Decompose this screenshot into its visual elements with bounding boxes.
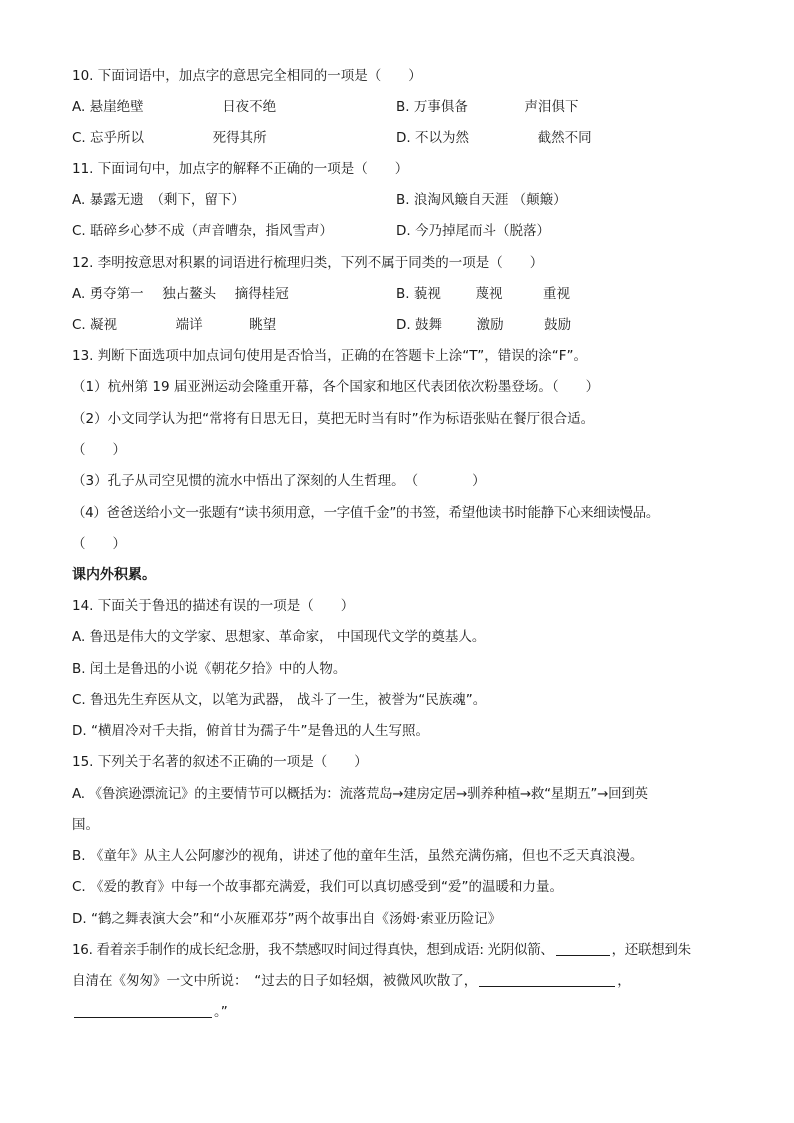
- q10-option-a-word1: A. 悬崖绝壁: [72, 99, 144, 115]
- q14-option-d: D. “横眉冷对千夫指，俯首甘为孺子牛”是鲁迅的人生写照。: [72, 723, 429, 739]
- q10-option-d-word2: 截然不同: [537, 130, 592, 146]
- q12-option-b-word3: 重视: [543, 286, 571, 302]
- q11-options-cd: [72, 221, 726, 241]
- q10-option-c-word1: C. 忘乎所以: [72, 130, 145, 146]
- q16-line-2: [72, 971, 726, 991]
- q16-text-1: 16. 看着亲手制作的成长纪念册，我不禁感叹时间过得真快，想到成语: 光阴似箭、: [72, 942, 554, 958]
- q16-text-2: ，还联想到朱: [611, 942, 691, 958]
- q11-option-c: C. 聒碎乡心梦不成（声音嘈杂，指风雪声）: [72, 223, 334, 239]
- q12-option-d-word1: D. 鼓舞: [396, 317, 442, 333]
- q13-item-4: （4）爸爸送给小文一张题有“读书须用意，一字值千金”的书签，希望他读书时能静下心来细读慢品。: [72, 505, 659, 521]
- section-heading: 课内外积累。: [72, 567, 156, 583]
- q15-option-a-continued: 国。: [72, 817, 99, 833]
- q10-option-b-word2: 声泪俱下: [524, 99, 579, 115]
- q15-option-b: B. 《童年》从主人公阿廖沙的视角，讲述了他的童年生活，虽然充满伤痛，但也不乏天真浪漫。: [72, 848, 644, 864]
- q11-option-d: D. 今乃掉尾而斗（脱落）: [396, 223, 550, 239]
- q12-option-b-word1: B. 藐视: [396, 286, 441, 302]
- q16-text-4: ，: [617, 973, 631, 989]
- q10-options-cd: [72, 128, 726, 148]
- q12-option-c-word2: 端详: [175, 317, 203, 333]
- q11-options-ab: [72, 190, 726, 210]
- q10-options-ab: [72, 97, 726, 117]
- q13-stem: 13. 判断下面选项中加点词句使用是否恰当，正确的在答题卡上涂“T”，错误的涂“F”。: [72, 348, 587, 364]
- q16-text-3: 自清在《匆匆》一文中所说： “过去的日子如轻烟，被微风吹散了，: [72, 973, 478, 989]
- q16-text-5: 。”: [214, 1004, 228, 1020]
- q10-option-a-word2: 日夜不绝: [222, 99, 277, 115]
- q11-stem: 11. 下面词句中，加点字的解释不正确的一项是（ ）: [72, 161, 409, 177]
- q12-option-b-word2: 蔑视: [475, 286, 503, 302]
- q10-stem: 10. 下面词语中，加点字的意思完全相同的一项是（ ）: [72, 68, 422, 84]
- q15-option-c: C. 《爱的教育》中每一个故事都充满爱，我们可以真切感受到“爱”的温暖和力量。: [72, 879, 563, 895]
- q16-line-3: [72, 1002, 726, 1022]
- q16-blank-3[interactable]: [74, 1003, 212, 1018]
- q12-options-cd: [72, 315, 726, 335]
- q16-blank-1[interactable]: [556, 941, 610, 956]
- q11-option-b: B. 浪淘风簸自天涯 （颠簸）: [396, 192, 567, 208]
- q13-item-4-blank: （ ）: [72, 536, 126, 552]
- q11-option-a: A. 暴露无遗 （剩下，留下）: [72, 192, 245, 208]
- q12-option-c-word3: 眺望: [249, 317, 277, 333]
- q16-blank-2[interactable]: [479, 972, 615, 987]
- q12-option-a-word3: 摘得桂冠: [234, 286, 289, 302]
- q13-item-3: （3）孔子从司空见惯的流水中悟出了深刻的人生哲理。 （ ）: [72, 473, 486, 489]
- q14-option-a: A. 鲁迅是伟大的文学家、思想家、革命家， 中国现代文学的奠基人。: [72, 629, 486, 645]
- q15-option-d: D. “鹤之舞表演大会”和“小灰雁邓芬”两个故事出自《汤姆·索亚历险记》: [72, 911, 502, 927]
- q14-option-b: B. 闰土是鲁迅的小说《朝花夕拾》中的人物。: [72, 661, 347, 677]
- q13-item-1: （1）杭州第 19 届亚洲运动会隆重开幕，各个国家和地区代表团依次粉墨登场。（ ）: [72, 379, 600, 395]
- q12-option-d-word2: 激励: [476, 317, 504, 333]
- q16-line-1: [72, 940, 726, 960]
- q13-item-2: （2）小文同学认为把“常将有日思无日，莫把无时当有时”作为标语张贴在餐厅很合适。: [72, 411, 595, 427]
- q12-option-c-word1: C. 凝视: [72, 317, 118, 333]
- q12-option-a-word1: A. 勇夺第一: [72, 286, 144, 302]
- q10-option-d-word1: D. 不以为然: [396, 130, 469, 146]
- q12-option-d-word3: 鼓励: [544, 317, 572, 333]
- q15-option-a: A. 《鲁滨逊漂流记》的主要情节可以概括为：流落荒岛→建房定居→驯养种植→救“星期五”→回到英: [72, 786, 648, 802]
- q13-item-2-blank: （ ）: [72, 442, 126, 458]
- q15-stem: 15. 下列关于名著的叙述不正确的一项是（ ）: [72, 754, 368, 770]
- q12-stem: 12. 李明按意思对积累的词语进行梳理归类，下列不属于同类的一项是（ ）: [72, 255, 544, 271]
- q10-option-b-word1: B. 万事俱备: [396, 99, 468, 115]
- q10-option-c-word2: 死得其所: [212, 130, 267, 146]
- q14-option-c: C. 鲁迅先生弃医从文，以笔为武器， 战斗了一生，被誉为“民族魂”。: [72, 692, 487, 708]
- q12-options-ab: [72, 284, 726, 304]
- q12-option-a-word2: 独占鳌头: [162, 286, 217, 302]
- q14-stem: 14. 下面关于鲁迅的描述有误的一项是（ ）: [72, 598, 355, 614]
